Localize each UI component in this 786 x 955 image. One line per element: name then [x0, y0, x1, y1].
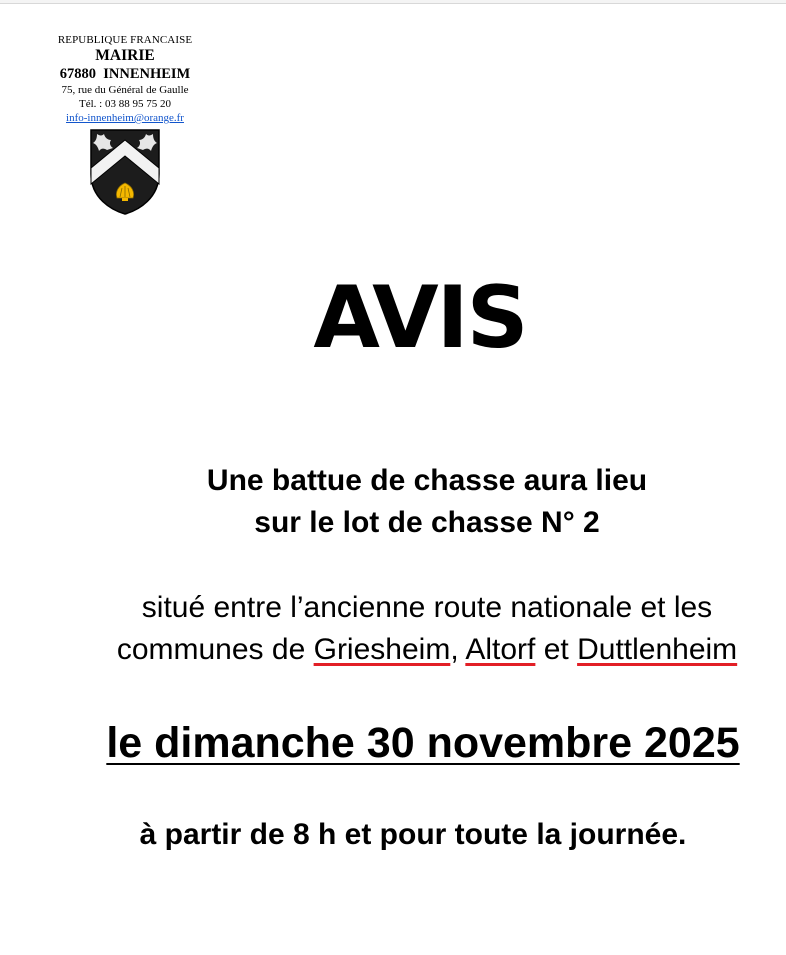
location-line-2	[60, 629, 786, 671]
date-text: le dimanche 30 novembre 2025	[106, 719, 740, 767]
intro-line-2: sur le lot de chasse N° 2	[254, 506, 600, 539]
commune-altorf: Altorf	[465, 633, 536, 666]
notice-location	[60, 587, 786, 671]
letterhead	[40, 33, 210, 216]
address-text: 75, rue du Général de Gaulle	[61, 84, 189, 96]
location-prefix: communes de	[116, 633, 306, 666]
intro-line-1: Une battue de chasse aura lieu	[206, 464, 648, 497]
top-ruler	[0, 0, 786, 4]
commune-label: 67880 INNENHEIM	[59, 66, 191, 82]
notice-title: AVIS	[313, 268, 527, 368]
notice-intro	[60, 460, 786, 544]
location-line-1: situé entre l’ancienne route nationale et les	[141, 591, 713, 624]
conjunction: et	[543, 633, 569, 666]
commune-griesheim: Griesheim	[313, 633, 451, 666]
email-link[interactable]: info-innenheim@orange.fr	[66, 112, 184, 124]
republique-label: REPUBLIQUE FRANCAISE	[57, 34, 193, 46]
comma: ,	[450, 633, 459, 666]
mairie-label: MAIRIE	[95, 47, 155, 64]
coat-of-arms-icon	[87, 128, 163, 216]
notice-date	[60, 716, 786, 770]
notice-time: à partir de 8 h et pour toute la journée.	[139, 818, 687, 851]
phone-text: Tél. : 03 88 95 75 20	[79, 98, 171, 110]
commune-duttlenheim: Duttlenheim	[577, 633, 738, 666]
